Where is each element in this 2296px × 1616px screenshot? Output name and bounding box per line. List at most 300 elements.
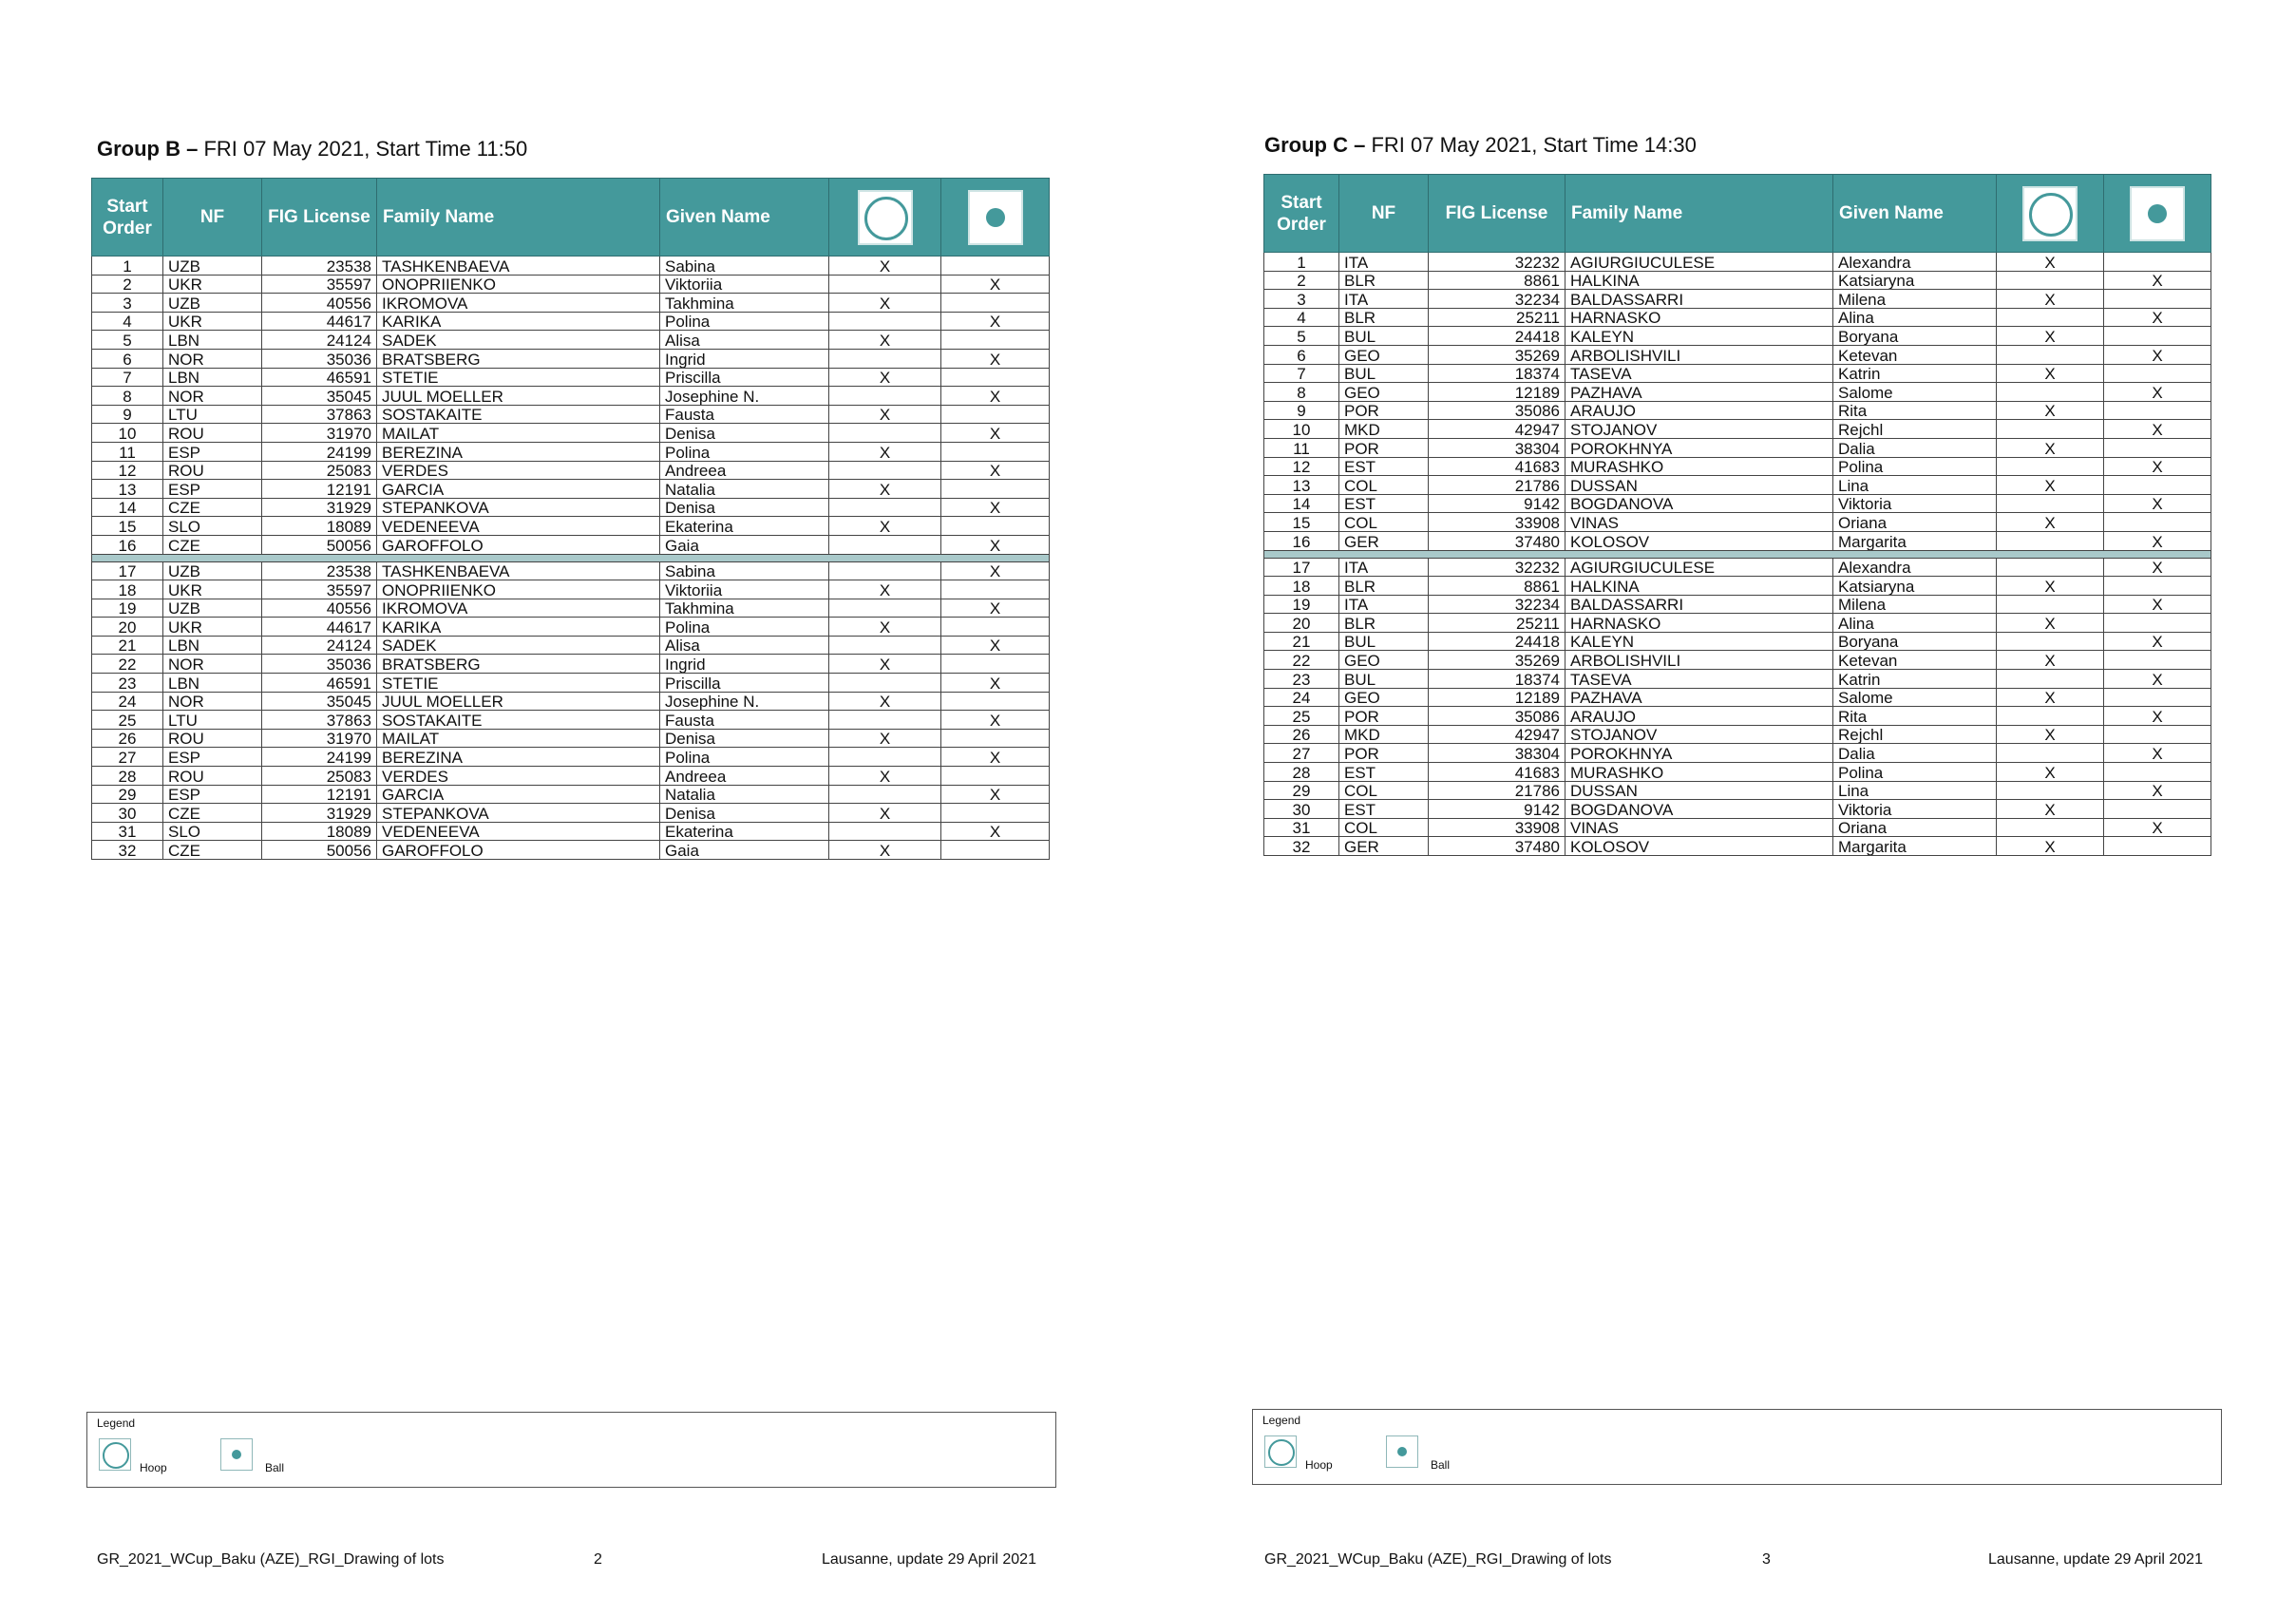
cell-start-order: 1 — [1264, 253, 1339, 272]
cell-nf: SLO — [163, 822, 262, 841]
cell-family-name: HARNASKO — [1565, 308, 1833, 327]
cell-start-order: 32 — [1264, 837, 1339, 856]
ball-icon — [2130, 186, 2185, 241]
cell-ball: X — [941, 424, 1050, 443]
cell-hoop: X — [1997, 763, 2104, 782]
cell-start-order: 26 — [1264, 725, 1339, 744]
cell-hoop: X — [829, 580, 941, 599]
cell-start-order: 31 — [92, 822, 163, 841]
cell-start-order: 29 — [1264, 781, 1339, 800]
cell-nf: UKR — [163, 312, 262, 331]
cell-hoop: X — [829, 294, 941, 313]
cell-family-name: JUUL MOELLER — [377, 387, 660, 406]
cell-nf: LTU — [163, 711, 262, 730]
cell-fig-license: 24199 — [262, 748, 377, 767]
cell-fig-license: 32232 — [1429, 253, 1565, 272]
cell-ball: X — [941, 312, 1050, 331]
ball-icon — [220, 1438, 253, 1471]
cell-given-name: Andreea — [660, 767, 829, 786]
cell-given-name: Katrin — [1833, 670, 1997, 689]
cell-given-name: Priscilla — [660, 368, 829, 387]
cell-hoop — [829, 498, 941, 517]
table-row — [1264, 781, 2211, 800]
cell-ball — [941, 692, 1050, 711]
cell-fig-license: 41683 — [1429, 763, 1565, 782]
cell-hoop — [829, 424, 941, 443]
cell-given-name: Andreea — [660, 461, 829, 480]
cell-ball: X — [941, 636, 1050, 655]
cell-family-name: ONOPRIIENKO — [377, 580, 660, 599]
cell-given-name: Margarita — [1833, 837, 1997, 856]
cell-ball — [941, 767, 1050, 786]
cell-nf: NOR — [163, 349, 262, 368]
cell-nf: BUL — [1339, 327, 1429, 346]
legend-hoop-label: Hoop — [1305, 1458, 1333, 1472]
start-list-table — [91, 178, 1050, 860]
cell-family-name: GARCIA — [377, 480, 660, 499]
cell-start-order: 10 — [92, 424, 163, 443]
cell-ball: X — [941, 535, 1050, 554]
cell-start-order: 19 — [92, 599, 163, 618]
cell-start-order: 16 — [1264, 531, 1339, 550]
cell-ball — [941, 729, 1050, 748]
table-row — [1264, 577, 2211, 596]
table-row — [1264, 383, 2211, 402]
cell-ball — [2104, 401, 2211, 420]
cell-family-name: KARIKA — [377, 312, 660, 331]
cell-hoop: X — [829, 729, 941, 748]
table-row — [92, 822, 1050, 841]
cell-hoop: X — [1997, 614, 2104, 633]
cell-family-name: BRATSBERG — [377, 349, 660, 368]
cell-start-order: 20 — [92, 618, 163, 637]
table-row — [92, 767, 1050, 786]
cell-nf: GEO — [1339, 651, 1429, 670]
table-row — [92, 257, 1050, 276]
cell-family-name: DUSSAN — [1565, 476, 1833, 495]
col-hoop — [829, 179, 941, 257]
start-list-table — [1263, 174, 2211, 856]
cell-fig-license: 35269 — [1429, 651, 1565, 670]
group-title — [97, 137, 527, 162]
cell-fig-license: 33908 — [1429, 818, 1565, 837]
cell-start-order: 4 — [1264, 308, 1339, 327]
cell-ball — [2104, 577, 2211, 596]
cell-ball — [941, 257, 1050, 276]
cell-start-order: 7 — [92, 368, 163, 387]
cell-given-name: Ketevan — [1833, 345, 1997, 364]
table-row — [92, 387, 1050, 406]
ball-icon — [968, 190, 1023, 245]
cell-ball — [941, 294, 1050, 313]
cell-nf: ROU — [163, 424, 262, 443]
cell-given-name: Milena — [1833, 595, 1997, 614]
cell-nf: POR — [1339, 707, 1429, 726]
table-row — [1264, 725, 2211, 744]
cell-hoop — [829, 312, 941, 331]
table-row — [1264, 531, 2211, 550]
cell-nf: GER — [1339, 837, 1429, 856]
footer-doc: GR_2021_WCup_Baku (AZE)_RGI_Drawing of lots — [97, 1551, 445, 1568]
cell-hoop — [1997, 420, 2104, 439]
cell-given-name: Viktoria — [1833, 800, 1997, 819]
cell-start-order: 11 — [1264, 438, 1339, 457]
cell-family-name: IKROMOVA — [377, 294, 660, 313]
cell-family-name: GAROFFOLO — [377, 841, 660, 860]
cell-fig-license: 46591 — [262, 674, 377, 693]
footer-page-number: 2 — [594, 1551, 602, 1568]
cell-fig-license: 25083 — [262, 767, 377, 786]
cell-fig-license: 35086 — [1429, 401, 1565, 420]
table-body — [92, 257, 1050, 860]
cell-hoop: X — [829, 405, 941, 424]
cell-ball: X — [941, 498, 1050, 517]
cell-fig-license: 25211 — [1429, 614, 1565, 633]
cell-nf: BLR — [1339, 308, 1429, 327]
cell-fig-license: 42947 — [1429, 725, 1565, 744]
cell-hoop: X — [1997, 651, 2104, 670]
table-row — [92, 785, 1050, 804]
cell-given-name: Rejchl — [1833, 420, 1997, 439]
cell-ball — [2104, 688, 2211, 707]
cell-hoop — [1997, 531, 2104, 550]
cell-start-order: 3 — [1264, 290, 1339, 309]
cell-family-name: BEREZINA — [377, 748, 660, 767]
cell-fig-license: 25211 — [1429, 308, 1565, 327]
col-given-name: Given Name — [1833, 175, 1997, 253]
table-row — [1264, 401, 2211, 420]
cell-nf: UZB — [163, 294, 262, 313]
cell-fig-license: 8861 — [1429, 577, 1565, 596]
cell-given-name: Alisa — [660, 331, 829, 350]
ball-icon — [1386, 1435, 1418, 1468]
cell-family-name: MURASHKO — [1565, 763, 1833, 782]
cell-nf: ITA — [1339, 595, 1429, 614]
cell-family-name: BOGDANOVA — [1565, 494, 1833, 513]
cell-nf: GEO — [1339, 383, 1429, 402]
cell-start-order: 6 — [92, 349, 163, 368]
cell-nf: COL — [1339, 476, 1429, 495]
cell-hoop — [829, 461, 941, 480]
table-row — [92, 655, 1050, 674]
cell-family-name: STOJANOV — [1565, 725, 1833, 744]
table-row — [1264, 364, 2211, 383]
cell-fig-license: 12191 — [262, 480, 377, 499]
cell-family-name: ARAUJO — [1565, 707, 1833, 726]
cell-fig-license: 21786 — [1429, 781, 1565, 800]
cell-fig-license: 35036 — [262, 349, 377, 368]
cell-family-name: VERDES — [377, 461, 660, 480]
table-row — [1264, 308, 2211, 327]
cell-family-name: STEPANKOVA — [377, 804, 660, 823]
cell-nf: GER — [1339, 531, 1429, 550]
cell-ball — [941, 517, 1050, 536]
cell-family-name: TASEVA — [1565, 670, 1833, 689]
cell-fig-license: 12191 — [262, 785, 377, 804]
cell-fig-license: 32234 — [1429, 290, 1565, 309]
cell-fig-license: 50056 — [262, 841, 377, 860]
cell-hoop: X — [1997, 577, 2104, 596]
cell-nf: NOR — [163, 655, 262, 674]
table-row — [92, 461, 1050, 480]
cell-fig-license: 38304 — [1429, 744, 1565, 763]
cell-family-name: BEREZINA — [377, 442, 660, 461]
cell-ball — [941, 580, 1050, 599]
cell-hoop: X — [829, 804, 941, 823]
cell-ball: X — [941, 461, 1050, 480]
cell-given-name: Natalia — [660, 785, 829, 804]
cell-start-order: 28 — [92, 767, 163, 786]
cell-fig-license: 23538 — [262, 257, 377, 276]
cell-nf: ROU — [163, 767, 262, 786]
cell-start-order: 5 — [92, 331, 163, 350]
cell-fig-license: 25083 — [262, 461, 377, 480]
cell-fig-license: 24199 — [262, 442, 377, 461]
cell-start-order: 2 — [1264, 271, 1339, 290]
cell-hoop — [1997, 781, 2104, 800]
legend — [86, 1412, 1056, 1488]
table-row — [1264, 271, 2211, 290]
cell-fig-license: 32232 — [1429, 558, 1565, 577]
cell-given-name: Polina — [660, 748, 829, 767]
cell-ball: X — [941, 785, 1050, 804]
table-row — [1264, 558, 2211, 577]
cell-given-name: Takhmina — [660, 599, 829, 618]
cell-fig-license: 9142 — [1429, 494, 1565, 513]
cell-hoop: X — [1997, 837, 2104, 856]
cell-family-name: VEDENEEVA — [377, 822, 660, 841]
cell-nf: ITA — [1339, 558, 1429, 577]
hoop-icon — [99, 1438, 131, 1471]
cell-start-order: 28 — [1264, 763, 1339, 782]
cell-fig-license: 37480 — [1429, 837, 1565, 856]
table-row — [1264, 800, 2211, 819]
cell-hoop: X — [1997, 290, 2104, 309]
col-given-name: Given Name — [660, 179, 829, 257]
cell-nf: BLR — [1339, 577, 1429, 596]
cell-start-order: 8 — [92, 387, 163, 406]
cell-given-name: Ekaterina — [660, 822, 829, 841]
cell-ball — [2104, 476, 2211, 495]
cell-family-name: KOLOSOV — [1565, 837, 1833, 856]
cell-start-order: 5 — [1264, 327, 1339, 346]
cell-nf: COL — [1339, 781, 1429, 800]
cell-given-name: Josephine N. — [660, 387, 829, 406]
cell-family-name: KALEYN — [1565, 327, 1833, 346]
table-row — [92, 498, 1050, 517]
cell-nf: ROU — [163, 461, 262, 480]
table-row — [92, 580, 1050, 599]
table-row — [92, 442, 1050, 461]
cell-start-order: 2 — [92, 275, 163, 294]
cell-start-order: 9 — [92, 405, 163, 424]
group-title — [1264, 133, 1697, 158]
cell-family-name: STETIE — [377, 674, 660, 693]
cell-ball: X — [2104, 670, 2211, 689]
table-row — [92, 618, 1050, 637]
cell-given-name: Ekaterina — [660, 517, 829, 536]
cell-given-name: Ingrid — [660, 655, 829, 674]
cell-hoop — [1997, 457, 2104, 476]
cell-start-order: 30 — [1264, 800, 1339, 819]
cell-ball: X — [941, 711, 1050, 730]
cell-given-name: Lina — [1833, 476, 1997, 495]
cell-hoop — [829, 599, 941, 618]
cell-hoop: X — [1997, 800, 2104, 819]
cell-hoop — [1997, 818, 2104, 837]
cell-ball — [941, 655, 1050, 674]
col-fig-license: FIG License — [262, 179, 377, 257]
cell-family-name: STEPANKOVA — [377, 498, 660, 517]
table-row — [1264, 595, 2211, 614]
cell-hoop: X — [829, 480, 941, 499]
cell-given-name: Dalia — [1833, 744, 1997, 763]
cell-hoop — [829, 822, 941, 841]
group-schedule: FRI 07 May 2021, Start Time 11:50 — [203, 137, 528, 161]
table-row — [92, 804, 1050, 823]
cell-ball — [2104, 438, 2211, 457]
cell-ball: X — [2104, 595, 2211, 614]
cell-hoop — [1997, 632, 2104, 651]
cell-nf: NOR — [163, 692, 262, 711]
table-row — [1264, 632, 2211, 651]
cell-nf: LBN — [163, 368, 262, 387]
cell-hoop — [829, 387, 941, 406]
table-row — [1264, 476, 2211, 495]
cell-hoop: X — [829, 442, 941, 461]
cell-ball — [2104, 290, 2211, 309]
cell-fig-license: 9142 — [1429, 800, 1565, 819]
table-row — [1264, 345, 2211, 364]
cell-start-order: 24 — [92, 692, 163, 711]
cell-given-name: Gaia — [660, 841, 829, 860]
cell-start-order: 16 — [92, 535, 163, 554]
cell-ball: X — [2104, 632, 2211, 651]
cell-nf: LTU — [163, 405, 262, 424]
cell-given-name: Boryana — [1833, 632, 1997, 651]
cell-fig-license: 31929 — [262, 804, 377, 823]
cell-hoop: X — [1997, 513, 2104, 532]
cell-given-name: Dalia — [1833, 438, 1997, 457]
cell-nf: EST — [1339, 494, 1429, 513]
cell-start-order: 27 — [92, 748, 163, 767]
cell-family-name: MAILAT — [377, 424, 660, 443]
cell-fig-license: 40556 — [262, 294, 377, 313]
legend-title: Legend — [1262, 1414, 1301, 1427]
cell-nf: POR — [1339, 744, 1429, 763]
cell-given-name: Oriana — [1833, 818, 1997, 837]
cell-nf: ESP — [163, 480, 262, 499]
cell-given-name: Alina — [1833, 614, 1997, 633]
hoop-icon — [858, 190, 913, 245]
cell-nf: GEO — [1339, 688, 1429, 707]
cell-nf: UKR — [163, 580, 262, 599]
cell-start-order: 13 — [1264, 476, 1339, 495]
col-start-order: Start Order — [92, 179, 163, 257]
cell-ball — [941, 841, 1050, 860]
legend-ball-label: Ball — [265, 1461, 285, 1474]
cell-ball: X — [2104, 345, 2211, 364]
cell-ball: X — [941, 674, 1050, 693]
cell-fig-license: 38304 — [1429, 438, 1565, 457]
table-row — [92, 535, 1050, 554]
cell-ball — [2104, 614, 2211, 633]
cell-family-name: PAZHAVA — [1565, 383, 1833, 402]
cell-ball — [2104, 837, 2211, 856]
table-row — [1264, 744, 2211, 763]
cell-family-name: TASHKENBAEVA — [377, 257, 660, 276]
cell-fig-license: 18374 — [1429, 364, 1565, 383]
cell-hoop — [1997, 707, 2104, 726]
cell-start-order: 17 — [1264, 558, 1339, 577]
cell-hoop — [829, 636, 941, 655]
cell-hoop — [1997, 670, 2104, 689]
cell-nf: UZB — [163, 599, 262, 618]
footer-date: Lausanne, update 29 April 2021 — [822, 1551, 1036, 1568]
cell-family-name: AGIURGIUCULESE — [1565, 253, 1833, 272]
col-ball — [941, 179, 1050, 257]
cell-family-name: TASHKENBAEVA — [377, 561, 660, 580]
table-body — [1264, 253, 2211, 856]
cell-family-name: HALKINA — [1565, 577, 1833, 596]
cell-given-name: Milena — [1833, 290, 1997, 309]
table-row — [92, 424, 1050, 443]
cell-nf: COL — [1339, 818, 1429, 837]
cell-given-name: Priscilla — [660, 674, 829, 693]
footer-date: Lausanne, update 29 April 2021 — [1988, 1551, 2203, 1568]
cell-hoop: X — [1997, 438, 2104, 457]
cell-fig-license: 37863 — [262, 405, 377, 424]
cell-nf: ESP — [163, 785, 262, 804]
cell-family-name: MURASHKO — [1565, 457, 1833, 476]
table-row — [92, 729, 1050, 748]
cell-given-name: Polina — [660, 442, 829, 461]
cell-ball: X — [2104, 494, 2211, 513]
col-hoop — [1997, 175, 2104, 253]
col-ball — [2104, 175, 2211, 253]
cell-given-name: Rejchl — [1833, 725, 1997, 744]
cell-nf: SLO — [163, 517, 262, 536]
cell-nf: LBN — [163, 331, 262, 350]
cell-given-name: Katrin — [1833, 364, 1997, 383]
table-row — [92, 561, 1050, 580]
cell-fig-license: 41683 — [1429, 457, 1565, 476]
cell-given-name: Gaia — [660, 535, 829, 554]
table-row — [92, 692, 1050, 711]
cell-ball: X — [2104, 744, 2211, 763]
cell-given-name: Boryana — [1833, 327, 1997, 346]
cell-start-order: 12 — [1264, 457, 1339, 476]
cell-nf: UKR — [163, 275, 262, 294]
cell-fig-license: 8861 — [1429, 271, 1565, 290]
cell-ball: X — [2104, 818, 2211, 837]
cell-hoop: X — [829, 257, 941, 276]
cell-nf: GEO — [1339, 345, 1429, 364]
cell-start-order: 30 — [92, 804, 163, 823]
cell-fig-license: 23538 — [262, 561, 377, 580]
cell-hoop: X — [1997, 476, 2104, 495]
cell-family-name: VINAS — [1565, 818, 1833, 837]
cell-start-order: 3 — [92, 294, 163, 313]
cell-given-name: Alisa — [660, 636, 829, 655]
cell-start-order: 15 — [92, 517, 163, 536]
cell-fig-license: 18089 — [262, 517, 377, 536]
cell-fig-license: 24418 — [1429, 327, 1565, 346]
cell-nf: MKD — [1339, 420, 1429, 439]
cell-nf: NOR — [163, 387, 262, 406]
cell-start-order: 11 — [92, 442, 163, 461]
cell-given-name: Natalia — [660, 480, 829, 499]
